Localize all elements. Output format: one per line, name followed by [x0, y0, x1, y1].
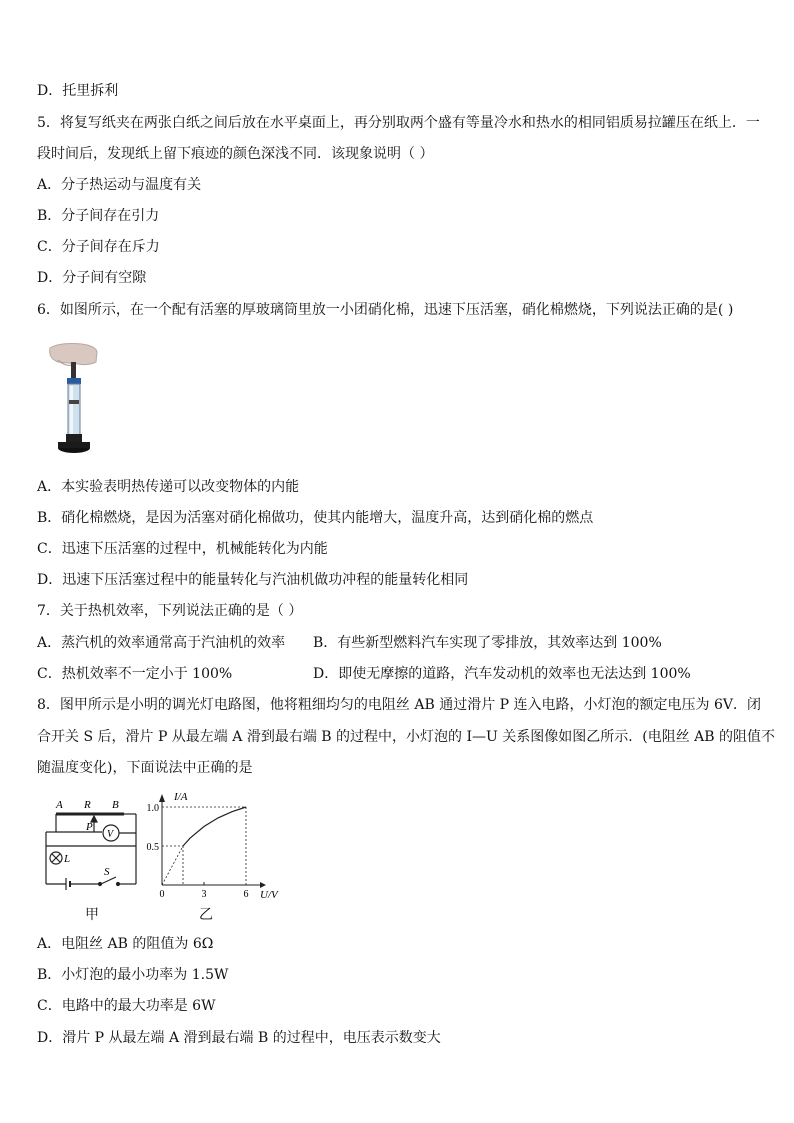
q5-option-d: D．分子间有空隙: [37, 270, 147, 286]
q5-option-a: A．分子热运动与温度有关: [37, 177, 202, 193]
q6-option-d: D．迅速下压活塞过程中的能量转化与汽油机做功冲程的能量转化相同: [37, 572, 469, 588]
y-axis-label: I/A: [174, 791, 188, 803]
q8-option-d: D．滑片 P 从最左端 A 滑到最右端 B 的过程中，电压表示数变大: [37, 1030, 441, 1046]
iu-graph: [144, 788, 290, 898]
caption-yi: 乙: [199, 907, 213, 923]
y-tick-label: 1.0: [146, 803, 159, 814]
piston-cylinder-photo: [40, 340, 110, 460]
q8-stem-line1: 8．图甲所示是小明的调光灯电路图，他将粗细均匀的电阻丝 AB 通过滑片 P 连入电路，小灯泡的额定电压为 6V．闭: [37, 697, 761, 713]
q8-option-c: C．电路中的最大功率是 6W: [37, 998, 216, 1014]
q8-stem-line2: 合开关 S 后，滑片 P 从最左端 A 滑到最右端 B 的过程中，小灯泡的 I—U 关系图像如图乙所示．(电阻丝 AB 的阻值不: [37, 729, 775, 745]
x-tick-label: 6: [243, 889, 249, 898]
q7-option-c: C．热机效率不一定小于 100%: [37, 666, 233, 682]
q8-option-b: B．小灯泡的最小功率为 1.5W: [37, 967, 229, 983]
x-tick-label: 3: [201, 889, 207, 898]
x-axis-arrow: [260, 882, 266, 888]
q5-stem-line2: 段时间后，发现纸上留下痕迹的颜色深浅不同．该现象说明（ ）: [37, 146, 434, 162]
label-p: P: [86, 821, 93, 833]
q7-option-d: D．即使无摩擦的道路，汽车发动机的效率也无法达到 100%: [313, 666, 691, 682]
y-axis-arrow: [159, 794, 165, 802]
q4-option-d: D．托里拆利: [37, 83, 119, 99]
q6-option-a: A．本实验表明热传递可以改变物体的内能: [37, 479, 300, 495]
x-tick-label: 0: [159, 889, 165, 898]
label-r: R: [84, 799, 91, 811]
label-v: V: [107, 829, 114, 840]
q5-option-b: B．分子间存在引力: [37, 208, 160, 224]
iu-curve: [183, 807, 246, 846]
q5-stem-line1: 5．将复写纸夹在两张白纸之间后放在水平桌面上，再分别取两个盛有等量冷水和热水的相同铝质易拉罐压在纸上．一: [37, 115, 760, 131]
label-s: S: [104, 866, 110, 878]
circuit-diagram: [36, 792, 146, 892]
y-tick-label: 0.5: [146, 842, 159, 853]
q7-option-b: B．有些新型燃料汽车实现了零排放，其效率达到 100%: [313, 635, 662, 651]
q5-option-c: C．分子间存在斥力: [37, 239, 160, 255]
q7-option-a: A．蒸汽机的效率通常高于汽油机的效率: [37, 635, 286, 651]
label-l: L: [64, 853, 71, 865]
label-a: A: [56, 799, 63, 811]
q6-option-c: C．迅速下压活塞的过程中，机械能转化为内能: [37, 541, 328, 557]
q8-stem-line3: 随温度变化)，下面说法中正确的是: [37, 760, 253, 776]
x-axis-label: U/V: [260, 889, 278, 898]
q6-option-b: B．硝化棉燃烧，是因为活塞对硝化棉做功，使其内能增大，温度升高，达到硝化棉的燃点: [37, 510, 594, 526]
guide-origin-dashed: [162, 846, 183, 885]
q6-stem: 6．如图所示，在一个配有活塞的厚玻璃筒里放一小团硝化棉，迅速下压活塞，硝化棉燃烧，下列说法正确的是( ): [37, 302, 734, 318]
q7-stem: 7．关于热机效率，下列说法正确的是（ ）: [37, 603, 303, 619]
label-b: B: [112, 799, 119, 811]
caption-jia: 甲: [85, 907, 99, 923]
q8-option-a: A．电阻丝 AB 的阻值为 6Ω: [37, 936, 214, 952]
